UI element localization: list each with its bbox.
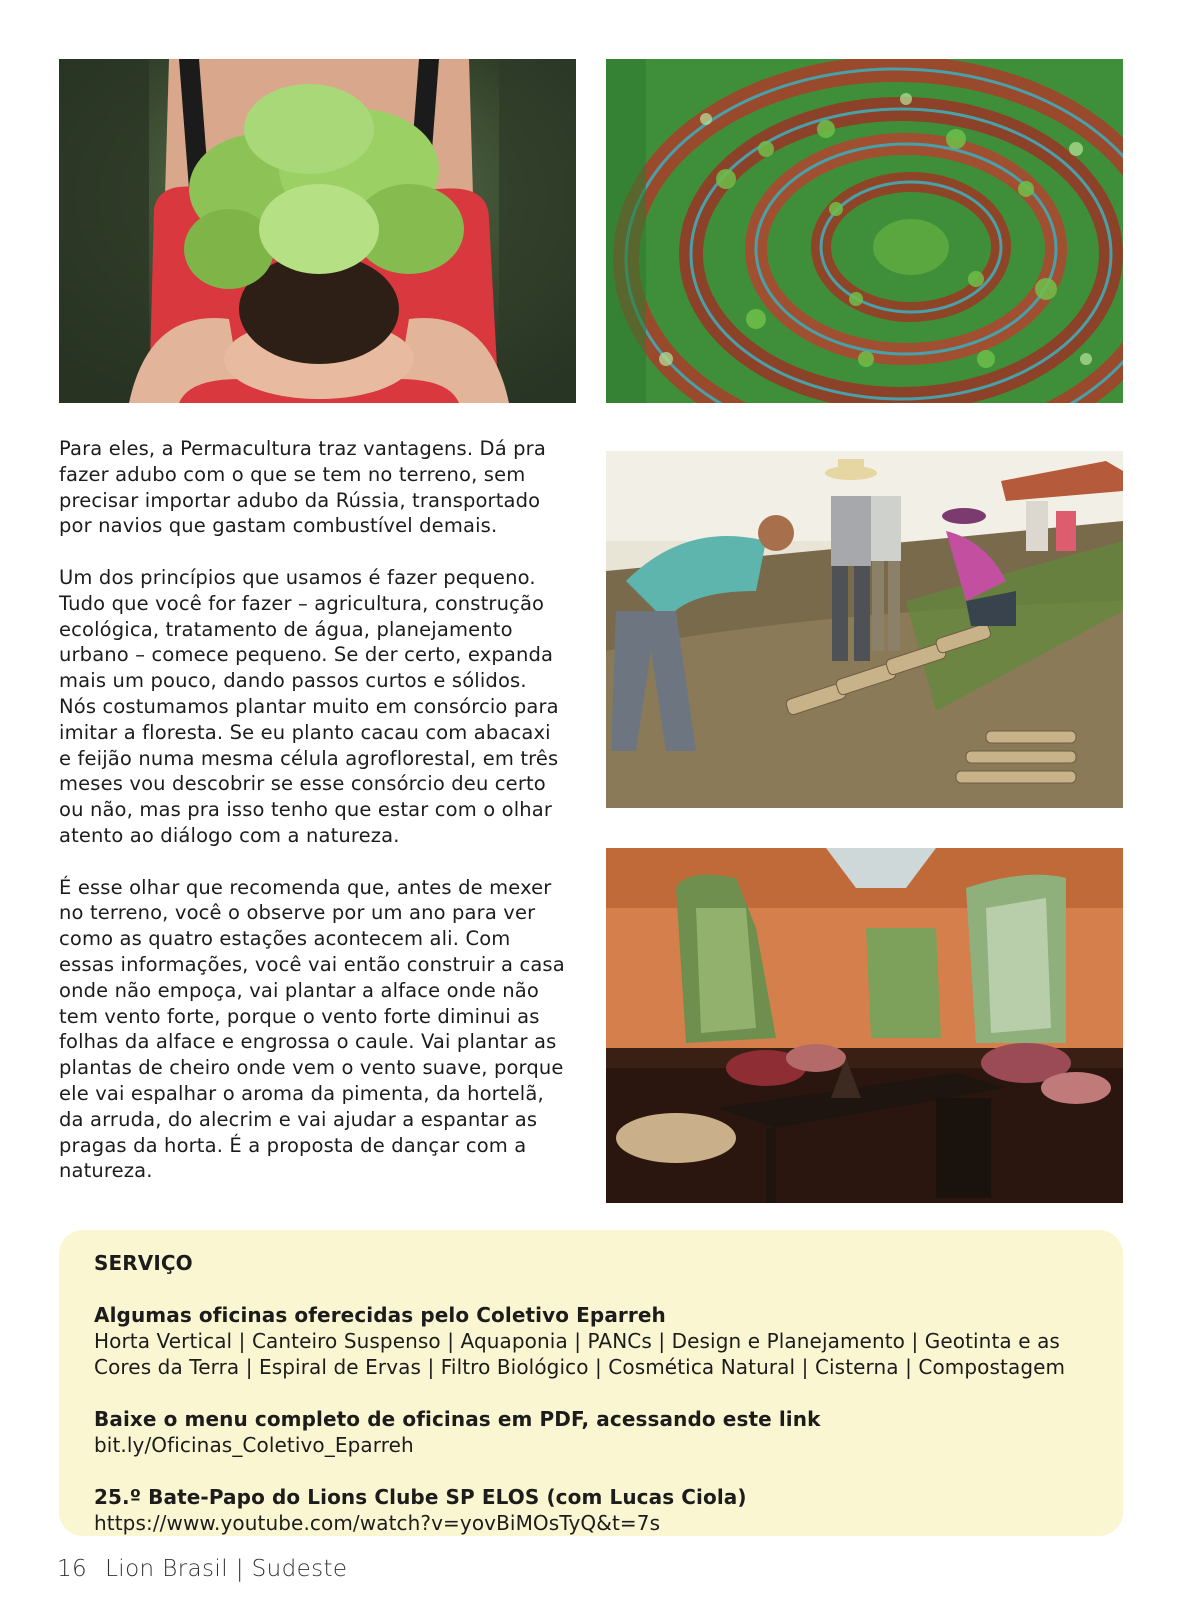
download-block — [94, 1406, 1089, 1458]
page-number: 16 — [57, 1556, 88, 1582]
chat-block — [94, 1484, 1089, 1536]
article-paragraph: Para eles, a Permacultura traz vantagens. Dá pra fazer adubo com o que se tem no terreno, sem precisar importar adubo da Rússia, transportado por navios que gastam combustível demais. — [59, 437, 546, 538]
article-paragraph: Um dos princípios que usamos é fazer pequeno. Tudo que você for fazer – agricultura, construção ecológica, tratamento de água, planejamento urbano – comece pequeno. Se der certo, expanda mais um pouco, dando passos curtos e sólidos. Nós costumamos plantar muito em consórcio para imitar a floresta. Se eu planto cacau com abacaxi e feijão numa mesma célula agroflorestal, em três meses vou descobrir se esse consórcio deu certo ou não, mas pra isso tenho que estar com o olhar atento ao diálogo com a natureza. — [59, 565, 559, 847]
page-footer — [57, 1556, 347, 1582]
workshops-list: Horta Vertical | Canteiro Suspenso | Aquaponia | PANCs | Design e Planejamento | Geotinta e as Cores da Terra | Espiral de Ervas | Filtro Biológico | Cosmética Natural | Cisterna | Compostagem — [94, 1329, 1066, 1379]
workshops-block — [94, 1302, 1089, 1380]
article-paragraph: É esse olhar que recomenda que, antes de mexer no terreno, você o observe por um ano para ver como as quatro estações acontecem ali. Com essas informações, você vai então construir a casa onde não empoça, vai plantar a alface onde não tem vento forte, porque o vento forte diminui as folhas da alface e engrossa o caule. Vai plantar as plantas de cheiro onde vem o vento suave, porque ele vai espalhar o aroma da pimenta, da hortelã, da arruda, do alecrim e vai ajudar a espantar as pragas da horta. É a proposta de dançar com a natureza. — [59, 875, 565, 1183]
article-body — [59, 436, 569, 1210]
download-link[interactable]: bit.ly/Oficinas_Coletivo_Eparreh — [94, 1433, 414, 1457]
chat-link[interactable]: https://www.youtube.com/watch?v=yovBiMOsTyQ&t=7s — [94, 1511, 661, 1535]
photo-mandala-garden — [606, 59, 1123, 403]
photo-cob-house-interior — [606, 848, 1123, 1203]
publication-name: Lion Brasil | Sudeste — [105, 1556, 348, 1582]
photo-group-working-field — [606, 451, 1123, 808]
download-label: Baixe o menu completo de oficinas em PDF, acessando este link — [94, 1407, 821, 1431]
workshops-label: Algumas oficinas oferecidas pelo Coletivo Eparreh — [94, 1303, 666, 1327]
service-heading: SERVIÇO — [94, 1251, 193, 1275]
service-box — [59, 1230, 1123, 1536]
photo-lettuce-seedling — [59, 59, 576, 403]
chat-label: 25.º Bate-Papo do Lions Clube SP ELOS (com Lucas Ciola) — [94, 1485, 747, 1509]
